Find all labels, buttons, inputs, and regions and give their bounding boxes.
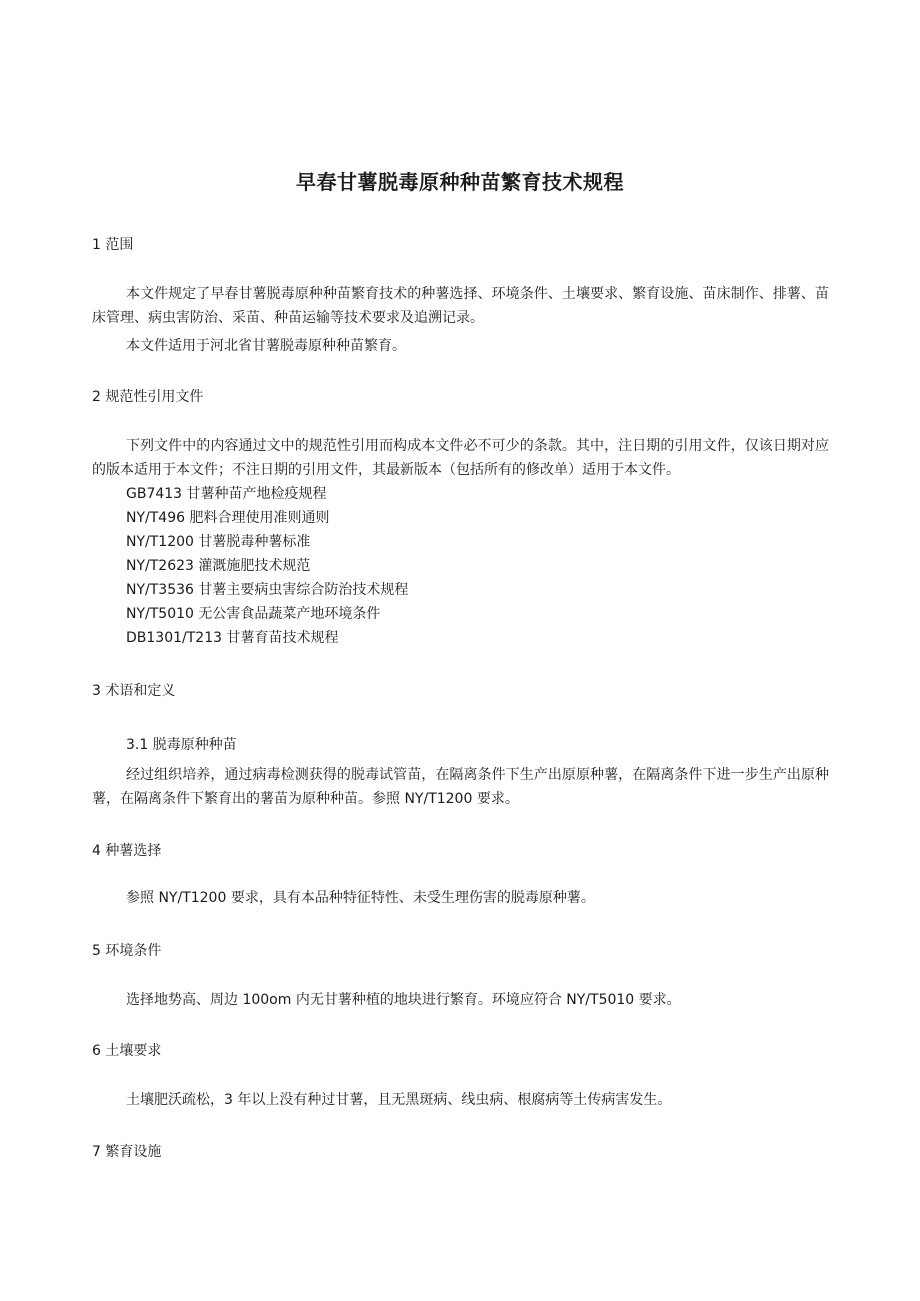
section-heading-environment: 5 环境条件: [92, 943, 162, 959]
definition-paragraph: 经过组织培养，通过病毒检测获得的脱毒试管苗，在隔离条件下生产出原原种薯，在隔离条件下进一步生产出原种薯，在隔离条件下繁育出的薯苗为原种种苗。参照 NY/T1200 要求。: [92, 767, 829, 807]
soil-paragraph: 土壤肥沃疏松，3 年以上没有种过甘薯，且无黑斑病、线虫病、根腐病等土传病害发生。: [126, 1092, 672, 1108]
reference-item: DB1301/T213 甘薯育苗技术规程: [126, 630, 339, 646]
environment-paragraph: 选择地势高、周边 100om 内无甘薯种植的地块进行繁育。环境应符合 NY/T5010 要求。: [126, 992, 681, 1008]
reference-item: NY/T5010 无公害食品蔬菜产地环境条件: [126, 606, 381, 622]
reference-item: NY/T3536 甘薯主要病虫害综合防治技术规程: [126, 582, 409, 598]
subsection-heading-virus-free-seedlings: 3.1 脱毒原种种苗: [126, 737, 237, 753]
document-title: 早春甘薯脱毒原种种苗繁育技术规程: [296, 170, 624, 194]
section-heading-terms-definitions: 3 术语和定义: [92, 683, 176, 699]
section-heading-breeding-facilities: 7 繁育设施: [92, 1144, 162, 1160]
reference-item: NY/T1200 甘薯脱毒种薯标准: [126, 534, 311, 550]
references-paragraph: 下列文件中的内容通过文中的规范性引用而构成本文件必不可少的条款。其中，注日期的引用文件，仅该日期对应的版本适用于本文件；不注日期的引用文件，其最新版本（包括所有的修改单）适用于本文件。: [92, 438, 829, 478]
scope-paragraph-2: 本文件适用于河北省甘薯脱毒原种种苗繁育。: [126, 338, 406, 354]
section-heading-seed-potato-selection: 4 种薯选择: [92, 843, 162, 859]
reference-item: NY/T496 肥料合理使用准则通则: [126, 510, 330, 526]
scope-paragraph-1: 本文件规定了早春甘薯脱毒原种种苗繁育技术的种薯选择、环境条件、土壤要求、繁育设施、苗床制作、排薯、苗床管理、病虫害防治、采苗、种苗运输等技术要求及追溯记录。: [92, 286, 829, 326]
section-heading-normative-references: 2 规范性引用文件: [92, 389, 204, 405]
reference-item: NY/T2623 灌溉施肥技术规范: [126, 558, 311, 574]
reference-item: GB7413 甘薯种苗产地检疫规程: [126, 486, 327, 502]
section-heading-scope: 1 范围: [92, 237, 134, 253]
section-heading-soil: 6 土壤要求: [92, 1043, 162, 1059]
seed-selection-paragraph: 参照 NY/T1200 要求，具有本品种特征特性、未受生理伤害的脱毒原种薯。: [126, 890, 595, 906]
